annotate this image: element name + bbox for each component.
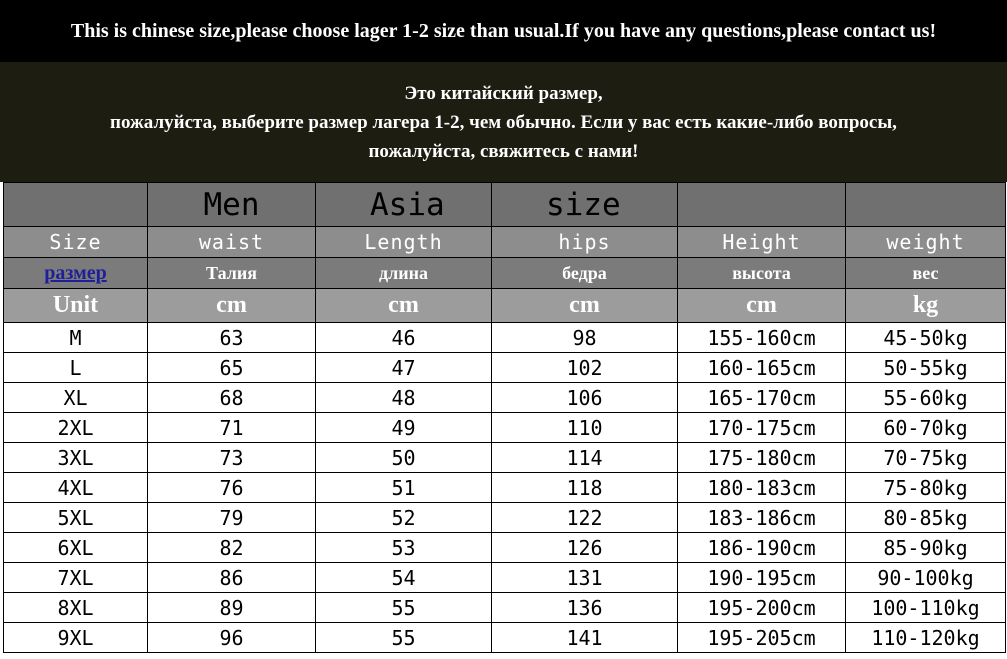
weight-cell: 50-55kg	[846, 353, 1006, 383]
length-cell: 47	[316, 353, 492, 383]
header-cell-length-ru: длина	[316, 258, 492, 289]
length-cell: 54	[316, 563, 492, 593]
weight-cell: 80-85kg	[846, 503, 1006, 533]
waist-cell: 96	[148, 623, 316, 653]
header-cell-hips: hips	[492, 227, 678, 258]
title-cell: Asia	[316, 183, 492, 227]
height-cell: 190-195cm	[678, 563, 846, 593]
title-cell	[678, 183, 846, 227]
weight-cell: 90-100kg	[846, 563, 1006, 593]
hips-cell: 136	[492, 593, 678, 623]
header-cell-size: Size	[4, 227, 148, 258]
length-cell: 52	[316, 503, 492, 533]
header-row-unit	[4, 289, 1006, 323]
waist-cell: 68	[148, 383, 316, 413]
banner-russian-line: пожалуйста, выберите размер лагера 1-2, чем обычно. Если у вас есть какие-либо вопросы,	[110, 111, 897, 133]
size-cell: L	[4, 353, 148, 383]
unit-cell: cm	[678, 289, 846, 323]
unit-cell: cm	[316, 289, 492, 323]
weight-cell: 55-60kg	[846, 383, 1006, 413]
length-cell: 48	[316, 383, 492, 413]
length-cell: 55	[316, 623, 492, 653]
header-cell-size-ru: размер	[4, 258, 148, 289]
header-cell-waist-ru: Талия	[148, 258, 316, 289]
table-row	[4, 323, 1006, 353]
hips-cell: 110	[492, 413, 678, 443]
hips-cell: 102	[492, 353, 678, 383]
waist-cell: 89	[148, 593, 316, 623]
waist-cell: 76	[148, 473, 316, 503]
table-row	[4, 593, 1006, 623]
title-cell	[4, 183, 148, 227]
banner-russian-line: пожалуйста, свяжитесь с нами!	[368, 140, 639, 162]
size-cell: 3XL	[4, 443, 148, 473]
size-cell: 9XL	[4, 623, 148, 653]
header-cell-length: Length	[316, 227, 492, 258]
hips-cell: 141	[492, 623, 678, 653]
waist-cell: 82	[148, 533, 316, 563]
size-cell: 5XL	[4, 503, 148, 533]
hips-cell: 131	[492, 563, 678, 593]
height-cell: 175-180cm	[678, 443, 846, 473]
hips-cell: 114	[492, 443, 678, 473]
header-cell-height-ru: высота	[678, 258, 846, 289]
weight-cell: 100-110kg	[846, 593, 1006, 623]
header-cell-weight-ru: вес	[846, 258, 1006, 289]
table-row	[4, 503, 1006, 533]
title-cell: size	[492, 183, 678, 227]
length-cell: 49	[316, 413, 492, 443]
hips-cell: 118	[492, 473, 678, 503]
size-cell: 8XL	[4, 593, 148, 623]
length-cell: 46	[316, 323, 492, 353]
title-row	[4, 183, 1006, 227]
weight-cell: 85-90kg	[846, 533, 1006, 563]
waist-cell: 73	[148, 443, 316, 473]
height-cell: 183-186cm	[678, 503, 846, 533]
header-cell-waist: waist	[148, 227, 316, 258]
table-row	[4, 473, 1006, 503]
size-cell: 2XL	[4, 413, 148, 443]
height-cell: 160-165cm	[678, 353, 846, 383]
waist-cell: 71	[148, 413, 316, 443]
banner-russian-line: Это китайский размер,	[404, 82, 603, 104]
unit-cell: cm	[492, 289, 678, 323]
weight-cell: 75-80kg	[846, 473, 1006, 503]
header-cell-weight: weight	[846, 227, 1006, 258]
table-row	[4, 623, 1006, 653]
waist-cell: 65	[148, 353, 316, 383]
unit-cell: cm	[148, 289, 316, 323]
weight-cell: 60-70kg	[846, 413, 1006, 443]
banner-russian	[0, 62, 1007, 182]
height-cell: 186-190cm	[678, 533, 846, 563]
length-cell: 51	[316, 473, 492, 503]
hips-cell: 122	[492, 503, 678, 533]
size-cell: 7XL	[4, 563, 148, 593]
table-row	[4, 413, 1006, 443]
waist-cell: 79	[148, 503, 316, 533]
length-cell: 55	[316, 593, 492, 623]
height-cell: 155-160cm	[678, 323, 846, 353]
banner-english	[0, 0, 1007, 62]
title-cell: Men	[148, 183, 316, 227]
unit-cell: Unit	[4, 289, 148, 323]
header-row-russian	[4, 258, 1006, 289]
table-row	[4, 533, 1006, 563]
weight-cell: 70-75kg	[846, 443, 1006, 473]
length-cell: 50	[316, 443, 492, 473]
weight-cell: 45-50kg	[846, 323, 1006, 353]
length-cell: 53	[316, 533, 492, 563]
header-cell-hips-ru: бедра	[492, 258, 678, 289]
weight-cell: 110-120kg	[846, 623, 1006, 653]
size-chart-table	[3, 182, 1006, 653]
waist-cell: 63	[148, 323, 316, 353]
hips-cell: 106	[492, 383, 678, 413]
height-cell: 165-170cm	[678, 383, 846, 413]
height-cell: 170-175cm	[678, 413, 846, 443]
table-row	[4, 443, 1006, 473]
height-cell: 195-205cm	[678, 623, 846, 653]
hips-cell: 98	[492, 323, 678, 353]
height-cell: 195-200cm	[678, 593, 846, 623]
waist-cell: 86	[148, 563, 316, 593]
unit-cell: kg	[846, 289, 1006, 323]
hips-cell: 126	[492, 533, 678, 563]
title-cell	[846, 183, 1006, 227]
table-row	[4, 353, 1006, 383]
header-cell-height: Height	[678, 227, 846, 258]
size-cell: M	[4, 323, 148, 353]
table-row	[4, 563, 1006, 593]
size-cell: 4XL	[4, 473, 148, 503]
banner-english-text: This is chinese size,please choose lager 1-2 size than usual.If you have any questions,please contact us!	[70, 19, 937, 42]
size-cell: XL	[4, 383, 148, 413]
size-cell: 6XL	[4, 533, 148, 563]
table-row	[4, 383, 1006, 413]
header-row-english	[4, 227, 1006, 258]
height-cell: 180-183cm	[678, 473, 846, 503]
